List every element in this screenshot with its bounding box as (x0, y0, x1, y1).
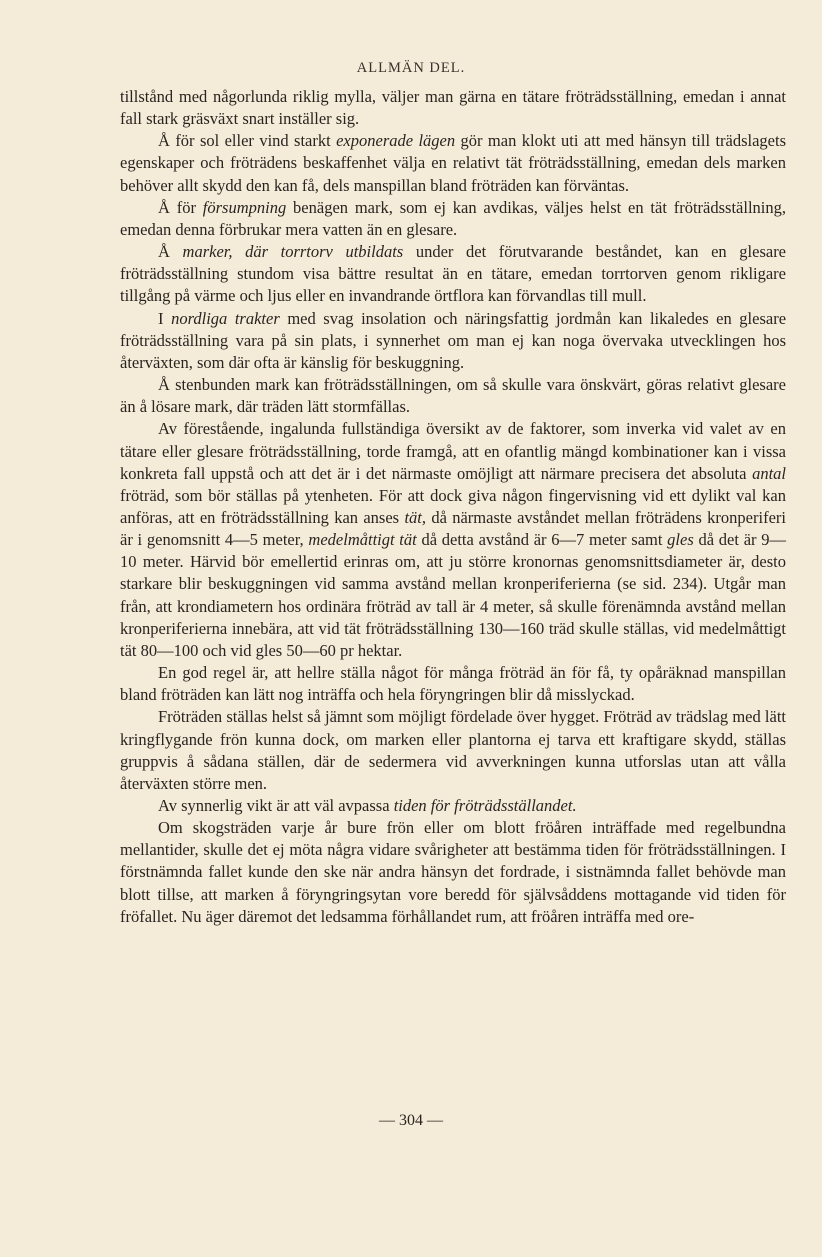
paragraph (120, 130, 786, 196)
paragraph (120, 706, 786, 795)
emphasized-text: marker, där torrtorv utbildats (182, 242, 404, 262)
paragraph-text: Å för sol eller vind starkt (158, 131, 337, 151)
paragraph-text: Å (158, 242, 183, 262)
paragraph-text: Om skogsträden varje år bure frön eller om blott fröåren inträffade med regelbundna mellantider, skulle det ej möta några vidare svårigheter att bestämma tiden för fröträdsställningen. I förstnämnda fallet kunde den ske när andra hänsyn det fordrade, i sistnämnda fallet behövde man blott tillse, att marken å föryngringsytan vore beredd för självsåddens mottagande vid tiden för fröfallet. Nu äger däremot det ledsamma förhållandet rum, att fröåren inträffa med ore- (120, 818, 786, 926)
paragraph-text: då närmaste avståndet mellan fröträdens kronperiferi är i genomsnitt 4—5 meter, (120, 507, 786, 550)
paragraph-text: då detta avstånd är 6—7 meter samt (416, 530, 668, 550)
emphasized-text: försumpning (202, 197, 287, 217)
paragraph-text: En god regel är, att hellre ställa något för många fröträd än för få, ty opåräknad manspillan bland fröträden kan lätt nog inträffa och hela föryngringen blir då misslyckad. (120, 663, 786, 705)
paragraph (120, 374, 786, 418)
paragraph (120, 662, 786, 706)
emphasized-text: medelmåttigt tät (308, 530, 417, 550)
paragraph-text: Å för (158, 197, 203, 217)
paragraph (120, 817, 786, 928)
paragraph-text: med svag insolation och näringsfattig jordmån kan likaledes en glesare fröträdsställning vara på sin plats, i synnerhet om man ej kan noga övervaka utvecklingen hos återväxten, som där ofta är känslig för beskuggning. (120, 308, 787, 372)
paragraph (120, 418, 786, 662)
running-header: ALLMÄN DEL. (356, 60, 466, 76)
paragraph (120, 86, 786, 130)
body-text (120, 86, 786, 928)
paragraph-text: fröträd, som bör ställas på ytenheten. För att dock giva någon fingervisning vid ett dylikt val kan anföras, att en fröträdsställning kan anses (120, 485, 786, 527)
emphasized-text: gles (667, 530, 694, 550)
paragraph (120, 241, 786, 307)
emphasized-text: antal (752, 463, 786, 483)
paragraph-text: gör man klokt uti att med hänsyn till trädslagets egenskaper och fröträdens beskaffenhet välja en relativt tät fröträdsställning, emedan dels marken behöver allt skydd den kan få, dels manspillan bland fröträden kan förväntas. (120, 131, 787, 195)
paragraph-text: tillstånd med någorlunda riklig mylla, väljer man gärna en tätare fröträdsställning, emedan i annat fall stark gräsväxt snart inställer sig. (120, 87, 786, 129)
paragraph-text: då det är 9—10 meter. Härvid bör emellertid erinras om, att ju större kronornas genomsnittsdiameter är, desto starkare blir beskuggningen vid samma avstånd mellan kronperiferierna (se sid. 234). Utgår man från, att krondiametern hos ordinära fröträd av tall är 4 meter, så skulle förenämnda avstånd mellan kronperiferierna innebära, att vid tät fröträdsställning 130—160 träd skulle ställas, vid medelmåttigt tät 80—100 och vid gles 50—60 pr hektar. (120, 530, 786, 660)
paragraph (120, 308, 786, 374)
paragraph-text: under det förutvarande beståndet, kan en glesare fröträdsställning stundom visa bättre resultat än en tätare, emedan torrtorven genom rikligare tillgång på värme och ljus eller en invandrande örtflora kan förvandlas till mull. (120, 242, 787, 306)
page-number: — 304 — (379, 1112, 443, 1129)
paragraph (120, 197, 786, 241)
emphasized-text: nordliga trakter (171, 308, 280, 328)
paragraph-text: benägen mark, som ej kan avdikas, väljes helst en tät fröträdsställning, emedan denna förbrukar mera vatten än en glesare. (120, 197, 786, 239)
paragraph-text: I (158, 308, 172, 328)
paragraph-text: Av förestående, ingalunda fullständiga översikt av de faktorer, som inverka vid valet av en tätare eller glesare fröträdsställning, torde framgå, att en ofantlig mängd kombinationer kan i vissa konkreta fall uppstå och att det är i det närmaste omöjligt att närmare precisera det absoluta (120, 419, 786, 483)
paragraph (120, 795, 786, 817)
paragraph-text: Å stenbunden mark kan fröträdsställningen, om så skulle vara önskvärt, göras relativt glesare än å lösare mark, där träden lätt stormfällas. (120, 375, 786, 417)
paragraph-text: Av synnerlig vikt är att väl avpassa (158, 796, 394, 815)
emphasized-text: tiden för fröträdsställandet. (393, 796, 577, 815)
paragraph-text: Fröträden ställas helst så jämnt som möjligt fördelade över hygget. Fröträd av trädslag med lätt kringflygande frön kunna dock, om marken eller plantorna ej tarva ett kraftigare skydd, ställas gruppvis å sådana ställen, där de sedermera vid avverkningen kunna utforslas utan att vålla återväxten större men. (120, 707, 786, 793)
emphasized-text: exponerade lägen (336, 131, 456, 151)
emphasized-text: tät, (404, 507, 426, 527)
